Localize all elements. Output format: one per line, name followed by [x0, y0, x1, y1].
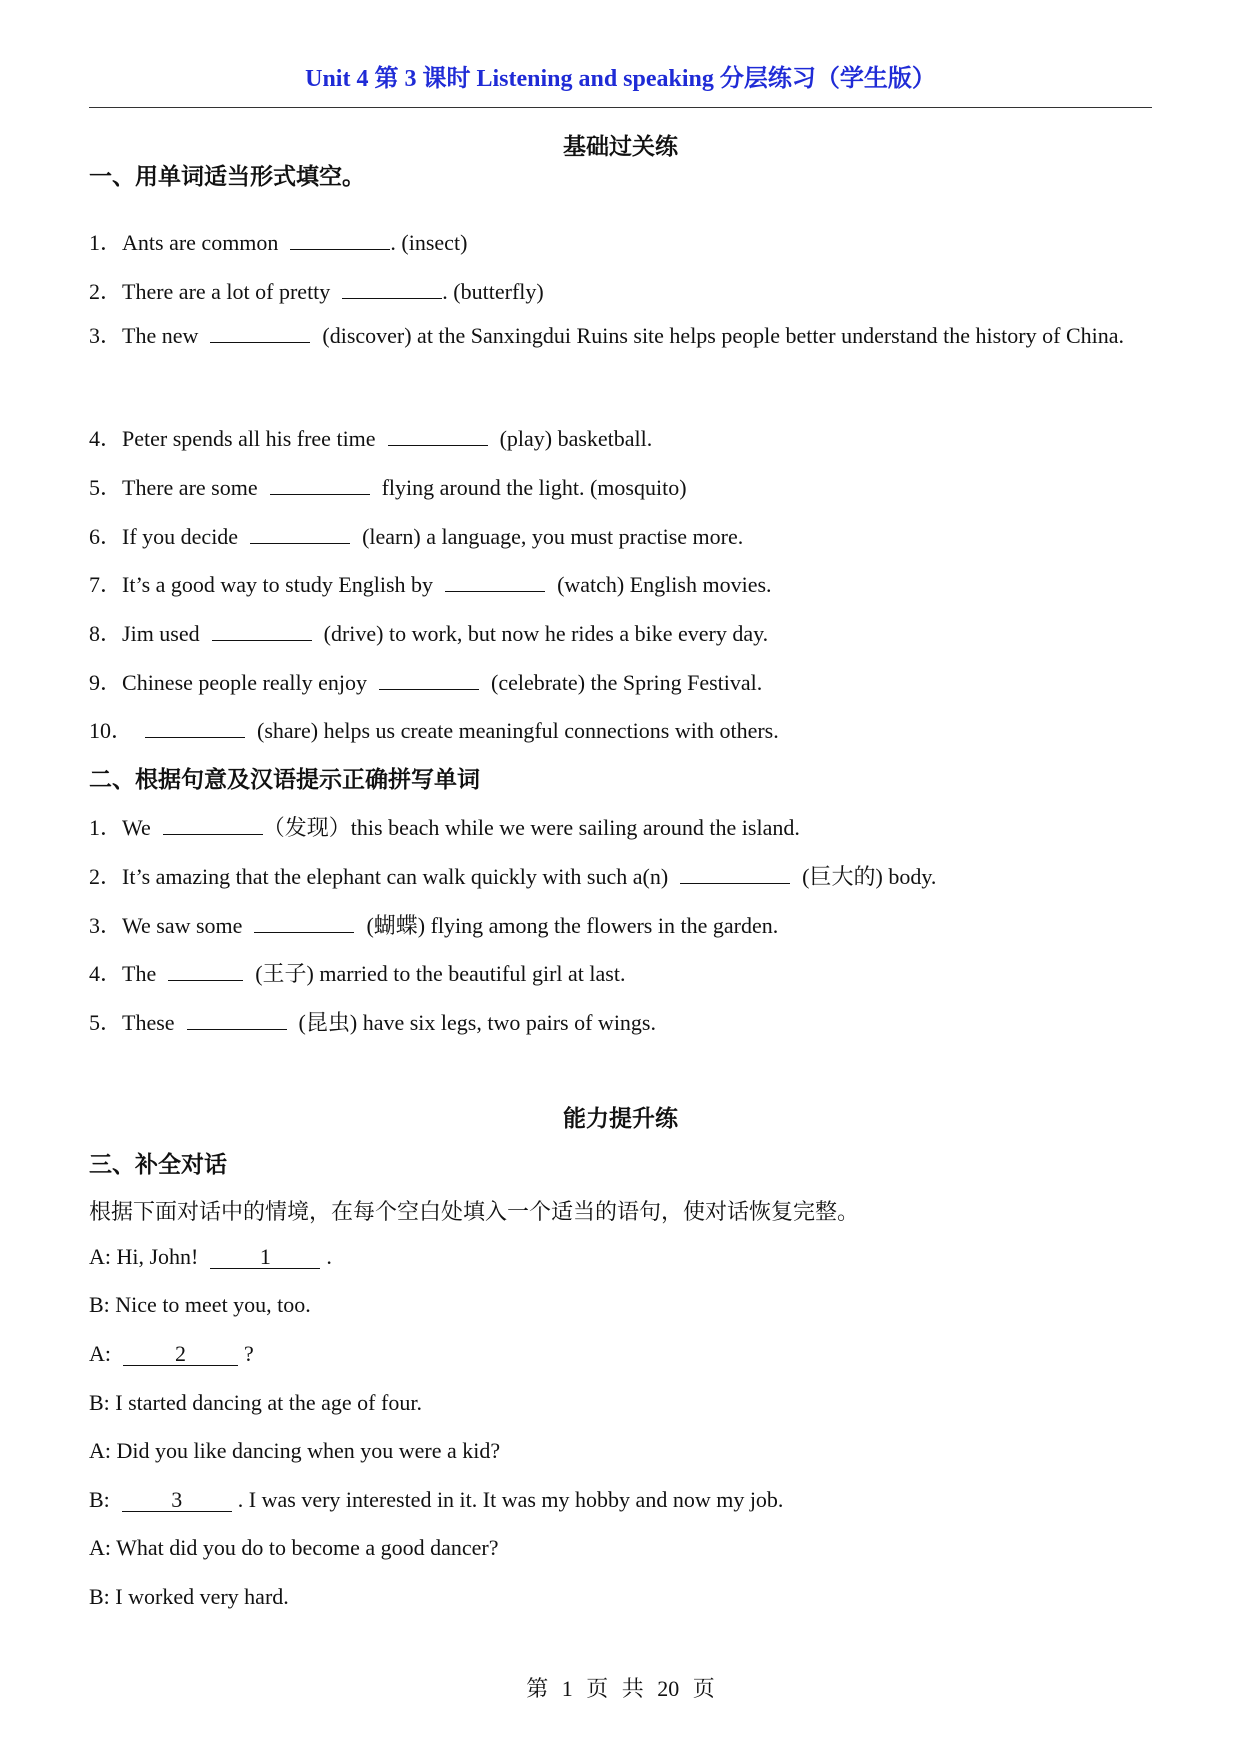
- answer-blank[interactable]: [250, 523, 350, 544]
- item-text-post: . (insect): [390, 230, 468, 255]
- part3-heading: 三、补全对话: [89, 1152, 227, 1177]
- item-text-pre: There are a lot of pretty: [122, 279, 331, 304]
- item-number: 6．: [89, 524, 123, 549]
- item-text-post: (discover) at the Sanxingdui Ruins site helps people better understand the history of China.: [322, 323, 1124, 348]
- answer-blank[interactable]: [680, 863, 790, 884]
- dialogue-line: [89, 1438, 500, 1464]
- item-text-post: (watch) English movies.: [557, 572, 772, 597]
- exercise-item: [89, 957, 625, 988]
- item-number: 1．: [89, 815, 123, 840]
- dialogue-text-pre: B:: [89, 1487, 110, 1512]
- answer-blank[interactable]: [388, 425, 488, 446]
- item-text-post: (昆虫) have six legs, two pairs of wings.: [298, 1010, 656, 1035]
- item-number: 2．: [89, 864, 123, 889]
- item-text-pre: Peter spends all his free time: [122, 426, 376, 451]
- item-text-post: (share) helps us create meaningful connections with others.: [257, 718, 779, 743]
- item-text-pre: There are some: [122, 475, 258, 500]
- answer-blank[interactable]: [270, 474, 370, 495]
- exercise-item: [89, 860, 936, 891]
- item-number: 3．: [89, 323, 123, 348]
- exercise-item: [89, 520, 743, 551]
- dialogue-line: [89, 1292, 311, 1318]
- answer-blank[interactable]: [163, 814, 263, 835]
- part1-heading: 一、用单词适当形式填空。: [89, 164, 365, 189]
- item-number: 2．: [89, 279, 123, 304]
- item-number: 10．: [89, 718, 134, 743]
- answer-blank[interactable]: [290, 229, 390, 250]
- answer-blank[interactable]: [187, 1009, 287, 1030]
- item-number: 3．: [89, 913, 123, 938]
- dialogue-line: [89, 1390, 422, 1416]
- exercise-item: [89, 909, 778, 940]
- item-text-post: (celebrate) the Spring Festival.: [491, 670, 763, 695]
- item-number: 5．: [89, 475, 123, 500]
- exercise-item: [89, 714, 779, 745]
- exercise-item: [89, 617, 768, 648]
- item-text-pre: Jim used: [122, 621, 200, 646]
- item-text-pre: If you decide: [122, 524, 239, 549]
- dialogue-line: [89, 1244, 332, 1270]
- dialogue-line: [89, 1341, 254, 1367]
- exercise-item: [89, 275, 544, 306]
- dialogue-blank[interactable]: 2: [123, 1343, 238, 1366]
- answer-blank[interactable]: [254, 912, 354, 933]
- part2-heading: 二、根据句意及汉语提示正确拼写单词: [89, 767, 480, 792]
- exercise-item: [89, 226, 467, 257]
- item-number: 4．: [89, 961, 123, 986]
- dialogue-text: B: Nice to meet you, too.: [89, 1292, 311, 1317]
- exercise-item: [89, 311, 1152, 360]
- item-text-pre: We saw some: [122, 913, 243, 938]
- answer-blank[interactable]: [445, 571, 545, 592]
- item-text-post: flying around the light. (mosquito): [381, 475, 687, 500]
- exercise-item: [89, 422, 652, 453]
- answer-blank[interactable]: [379, 669, 479, 690]
- page-number: 第 1 页 共 20 页: [526, 1676, 715, 1701]
- dialogue-text: B: I started dancing at the age of four.: [89, 1390, 422, 1415]
- exercise-item: [89, 471, 687, 502]
- answer-blank[interactable]: [145, 717, 245, 738]
- item-number: 4．: [89, 426, 123, 451]
- item-text-post: (learn) a language, you must practise more.: [362, 524, 744, 549]
- item-text-post: . (butterfly): [442, 279, 544, 304]
- dialogue-line: [89, 1535, 499, 1561]
- item-text-post: (蝴蝶) flying among the flowers in the garden.: [366, 913, 779, 938]
- answer-blank[interactable]: [342, 278, 442, 299]
- item-text-pre: We: [122, 815, 151, 840]
- item-text-post: (王子) married to the beautiful girl at last.: [255, 961, 626, 986]
- dialogue-text-post: . I was very interested in it. It was my hobby and now my job.: [237, 1487, 784, 1512]
- item-text-pre: It’s amazing that the elephant can walk quickly with such a(n): [122, 864, 669, 889]
- item-text-pre: Ants are common: [122, 230, 279, 255]
- exercise-item: [89, 811, 800, 842]
- item-text-pre: It’s a good way to study English by: [122, 572, 434, 597]
- dialogue-text: B: I worked very hard.: [89, 1584, 289, 1609]
- exercise-item: [89, 1006, 656, 1037]
- exercise-item: [89, 568, 772, 599]
- dialogue-line: [89, 1487, 783, 1513]
- item-text-post: (drive) to work, but now he rides a bike every day.: [323, 621, 769, 646]
- item-text-pre: The new: [122, 323, 199, 348]
- header-rule: [89, 107, 1152, 108]
- dialogue-text-pre: A: Hi, John!: [89, 1244, 199, 1269]
- dialogue-text: A: Did you like dancing when you were a kid?: [89, 1438, 501, 1463]
- dialogue-text-pre: A:: [89, 1341, 111, 1366]
- exercise-item: [89, 666, 762, 697]
- item-text-post: （发现）this beach while we were sailing around the island.: [262, 815, 800, 840]
- item-text-pre: Chinese people really enjoy: [122, 670, 367, 695]
- dialogue-line: [89, 1584, 289, 1610]
- item-text-pre: The: [122, 961, 157, 986]
- item-text-post: (play) basketball.: [499, 426, 653, 451]
- item-number: 5．: [89, 1010, 123, 1035]
- item-number: 9．: [89, 670, 123, 695]
- item-text-pre: These: [122, 1010, 175, 1035]
- answer-blank[interactable]: [212, 620, 312, 641]
- dialogue-blank[interactable]: 3: [122, 1489, 232, 1512]
- part3-instruction: 根据下面对话中的情境，在每个空白处填入一个适当的语句，使对话恢复完整。: [89, 1199, 860, 1224]
- item-number: 7．: [89, 572, 123, 597]
- dialogue-text-post: .: [326, 1244, 332, 1269]
- document-title: Unit 4 第 3 课时 Listening and speaking 分层练习（学生版）: [305, 66, 936, 92]
- answer-blank[interactable]: [210, 322, 310, 343]
- section-heading-advanced: 能力提升练: [563, 1106, 678, 1131]
- answer-blank[interactable]: [168, 960, 243, 981]
- section-heading-basic: 基础过关练: [563, 134, 678, 159]
- dialogue-blank[interactable]: 1: [210, 1246, 320, 1269]
- item-number: 1．: [89, 230, 123, 255]
- item-text-post: (巨大的) body.: [802, 864, 937, 889]
- item-number: 8．: [89, 621, 123, 646]
- dialogue-text-post: ?: [244, 1341, 254, 1366]
- dialogue-text: A: What did you do to become a good dancer?: [89, 1535, 499, 1560]
